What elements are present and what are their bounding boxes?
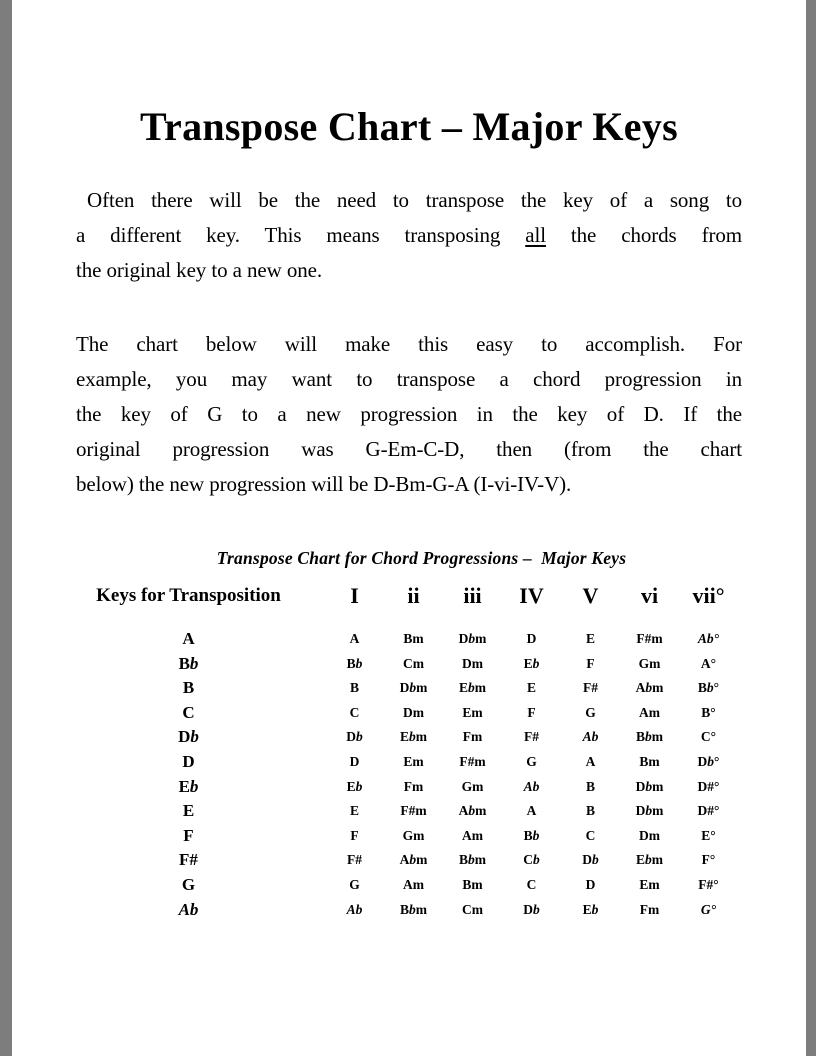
chord-cell: Abm bbox=[399, 852, 428, 868]
chord-cell: Dbm bbox=[458, 631, 487, 646]
key-cell: D bbox=[182, 751, 195, 771]
degree-header: V bbox=[582, 583, 599, 608]
chord-cell: F bbox=[586, 655, 595, 671]
key-cell: Db bbox=[178, 727, 199, 747]
chord-cell: Bb bbox=[346, 655, 363, 671]
key-cell: F bbox=[183, 825, 194, 845]
chord-cell: Am bbox=[462, 827, 483, 843]
paragraph-line: below) the new progression will be D-Bm-G-A (I-vi-IV-V). bbox=[76, 472, 572, 496]
document-page bbox=[76, 0, 742, 922]
chord-cell: Bm bbox=[403, 631, 424, 646]
example-paragraph bbox=[76, 327, 742, 502]
chord-cell: Ebm bbox=[399, 729, 427, 745]
chord-cell: Ab bbox=[582, 729, 599, 745]
chord-cell: G bbox=[526, 753, 537, 769]
chord-cell: Cm bbox=[462, 901, 483, 917]
chord-cell: A° bbox=[700, 655, 717, 671]
chord-cell: Em bbox=[639, 876, 660, 892]
chord-cell: F#m bbox=[400, 803, 427, 819]
key-cell: Ab bbox=[178, 899, 199, 919]
chord-cell: Db bbox=[523, 901, 540, 917]
table-row bbox=[76, 848, 742, 873]
chord-cell: Db bbox=[346, 729, 363, 745]
chord-cell: Db° bbox=[697, 753, 720, 769]
paragraph-line: a different key. This means transposing all the chords from bbox=[76, 223, 742, 247]
chord-cell: Dm bbox=[639, 827, 660, 843]
degree-header: iii bbox=[463, 583, 482, 608]
chord-cell: C bbox=[349, 704, 360, 720]
chord-cell: Dbm bbox=[635, 778, 664, 794]
table-row bbox=[76, 701, 742, 726]
chord-cell: D bbox=[585, 876, 596, 892]
table-row bbox=[76, 652, 742, 677]
chord-cell: B° bbox=[701, 704, 716, 720]
chord-cell: Bb° bbox=[697, 680, 720, 696]
chord-cell: Db bbox=[582, 852, 599, 868]
chord-cell: Bm bbox=[462, 876, 483, 892]
chord-cell: Ebm bbox=[458, 680, 486, 696]
key-cell: B bbox=[182, 678, 195, 698]
chord-cell: Cb bbox=[523, 852, 540, 868]
chord-cell: F# bbox=[583, 680, 598, 696]
key-cell: G bbox=[181, 874, 196, 894]
chord-cell: F bbox=[527, 704, 536, 720]
intro-paragraph bbox=[76, 183, 742, 288]
chord-cell: Eb bbox=[523, 655, 540, 671]
chord-cell: D#° bbox=[697, 778, 720, 794]
chord-cell: F° bbox=[701, 852, 716, 868]
chord-cell: E bbox=[349, 803, 359, 819]
chord-cell: G° bbox=[700, 901, 717, 917]
table-body bbox=[76, 627, 742, 922]
chord-cell: A bbox=[349, 631, 360, 646]
degree-header: vii° bbox=[692, 583, 725, 608]
paragraph-line: example, you may want to transpose a chord progression in bbox=[76, 367, 742, 391]
degree-header: IV bbox=[519, 583, 544, 608]
chord-cell: F bbox=[350, 827, 359, 843]
chord-cell: Dbm bbox=[635, 803, 664, 819]
chord-cell: Dbm bbox=[399, 680, 428, 696]
chord-cell: A bbox=[585, 753, 596, 769]
chord-cell: Bbm bbox=[635, 729, 663, 745]
chord-cell: E° bbox=[701, 827, 716, 843]
chord-cell: D bbox=[349, 753, 360, 769]
chord-cell: Gm bbox=[461, 778, 484, 794]
degree-header: I bbox=[350, 583, 359, 608]
chord-cell: Eb bbox=[346, 778, 363, 794]
chord-cell: G bbox=[585, 704, 596, 720]
main-title: Transpose Chart – Major Keys bbox=[140, 104, 678, 149]
table-row bbox=[76, 627, 742, 652]
chord-cell: D bbox=[526, 631, 537, 646]
chord-cell: Ebm bbox=[635, 852, 663, 868]
chord-cell: C bbox=[526, 876, 537, 892]
paragraph-line: The chart below will make this easy to accomplish. For bbox=[76, 332, 742, 356]
chord-cell: Am bbox=[639, 704, 660, 720]
key-cell: A bbox=[182, 629, 195, 648]
key-cell: Bb bbox=[178, 653, 199, 673]
chord-cell: Bbm bbox=[399, 901, 427, 917]
key-cell: C bbox=[182, 702, 195, 722]
table-row bbox=[76, 873, 742, 898]
chord-cell: Em bbox=[462, 704, 483, 720]
table-row bbox=[76, 750, 742, 775]
paragraph-line: original progression was G-Em-C-D, then (from the chart bbox=[76, 437, 742, 461]
chord-cell: Fm bbox=[462, 729, 483, 745]
chord-cell: E bbox=[526, 680, 536, 696]
chord-cell: G bbox=[349, 876, 360, 892]
chord-cell: Gm bbox=[638, 655, 661, 671]
chord-cell: F# bbox=[347, 852, 362, 868]
chord-cell: Fm bbox=[403, 778, 424, 794]
table-row bbox=[76, 898, 742, 923]
chord-cell: Dm bbox=[462, 655, 483, 671]
chord-cell: F#m bbox=[636, 631, 663, 646]
table-header-row bbox=[76, 583, 742, 609]
paragraph-line: the key of G to a new progression in the key of D. If the bbox=[76, 402, 742, 426]
chord-cell: B bbox=[585, 803, 595, 819]
chord-cell: A bbox=[526, 803, 537, 819]
chord-cell: C° bbox=[700, 729, 717, 745]
chord-cell: Cm bbox=[403, 655, 424, 671]
chord-cell: Em bbox=[403, 753, 424, 769]
chord-cell: D#° bbox=[697, 803, 720, 819]
chord-cell: Bb bbox=[523, 827, 540, 843]
chord-cell: E bbox=[585, 631, 595, 646]
degree-header: vi bbox=[640, 583, 659, 608]
chord-cell: C bbox=[585, 827, 596, 843]
table-row bbox=[76, 824, 742, 849]
chord-cell: Abm bbox=[458, 803, 487, 819]
chord-cell: Ab° bbox=[697, 631, 720, 646]
chord-cell: Eb bbox=[582, 901, 599, 917]
degree-header: ii bbox=[407, 583, 420, 608]
key-column-header: Keys for Transposition bbox=[96, 585, 281, 606]
table-row bbox=[76, 775, 742, 800]
table-row bbox=[76, 676, 742, 701]
chord-cell: Abm bbox=[635, 680, 664, 696]
key-cell: F# bbox=[179, 850, 198, 870]
table-row bbox=[76, 799, 742, 824]
chord-cell: F#m bbox=[459, 753, 486, 769]
chord-cell: F#° bbox=[698, 876, 719, 892]
chord-cell: Fm bbox=[639, 901, 660, 917]
chord-cell: Bbm bbox=[458, 852, 486, 868]
table-row bbox=[76, 725, 742, 750]
transpose-table bbox=[76, 547, 742, 922]
table-title: Transpose Chart for Chord Progressions – Major Keys bbox=[216, 548, 627, 568]
paragraph-line: Often there will be the need to transpose the key of a song to bbox=[87, 188, 742, 212]
chord-cell: B bbox=[585, 778, 595, 794]
chord-cell: Dm bbox=[403, 704, 424, 720]
key-cell: E bbox=[182, 801, 195, 821]
chord-cell: Gm bbox=[402, 827, 425, 843]
chord-cell: Bm bbox=[639, 753, 660, 769]
chord-cell: F# bbox=[524, 729, 539, 745]
page-edge-left bbox=[0, 0, 12, 1056]
key-cell: Eb bbox=[178, 776, 199, 796]
paragraph-line: the original key to a new one. bbox=[76, 258, 323, 282]
chord-cell: Am bbox=[403, 876, 424, 892]
page-edge-right bbox=[806, 0, 816, 1056]
chord-cell: B bbox=[349, 680, 359, 696]
chord-cell: Ab bbox=[346, 901, 363, 917]
chord-cell: Ab bbox=[523, 778, 540, 794]
